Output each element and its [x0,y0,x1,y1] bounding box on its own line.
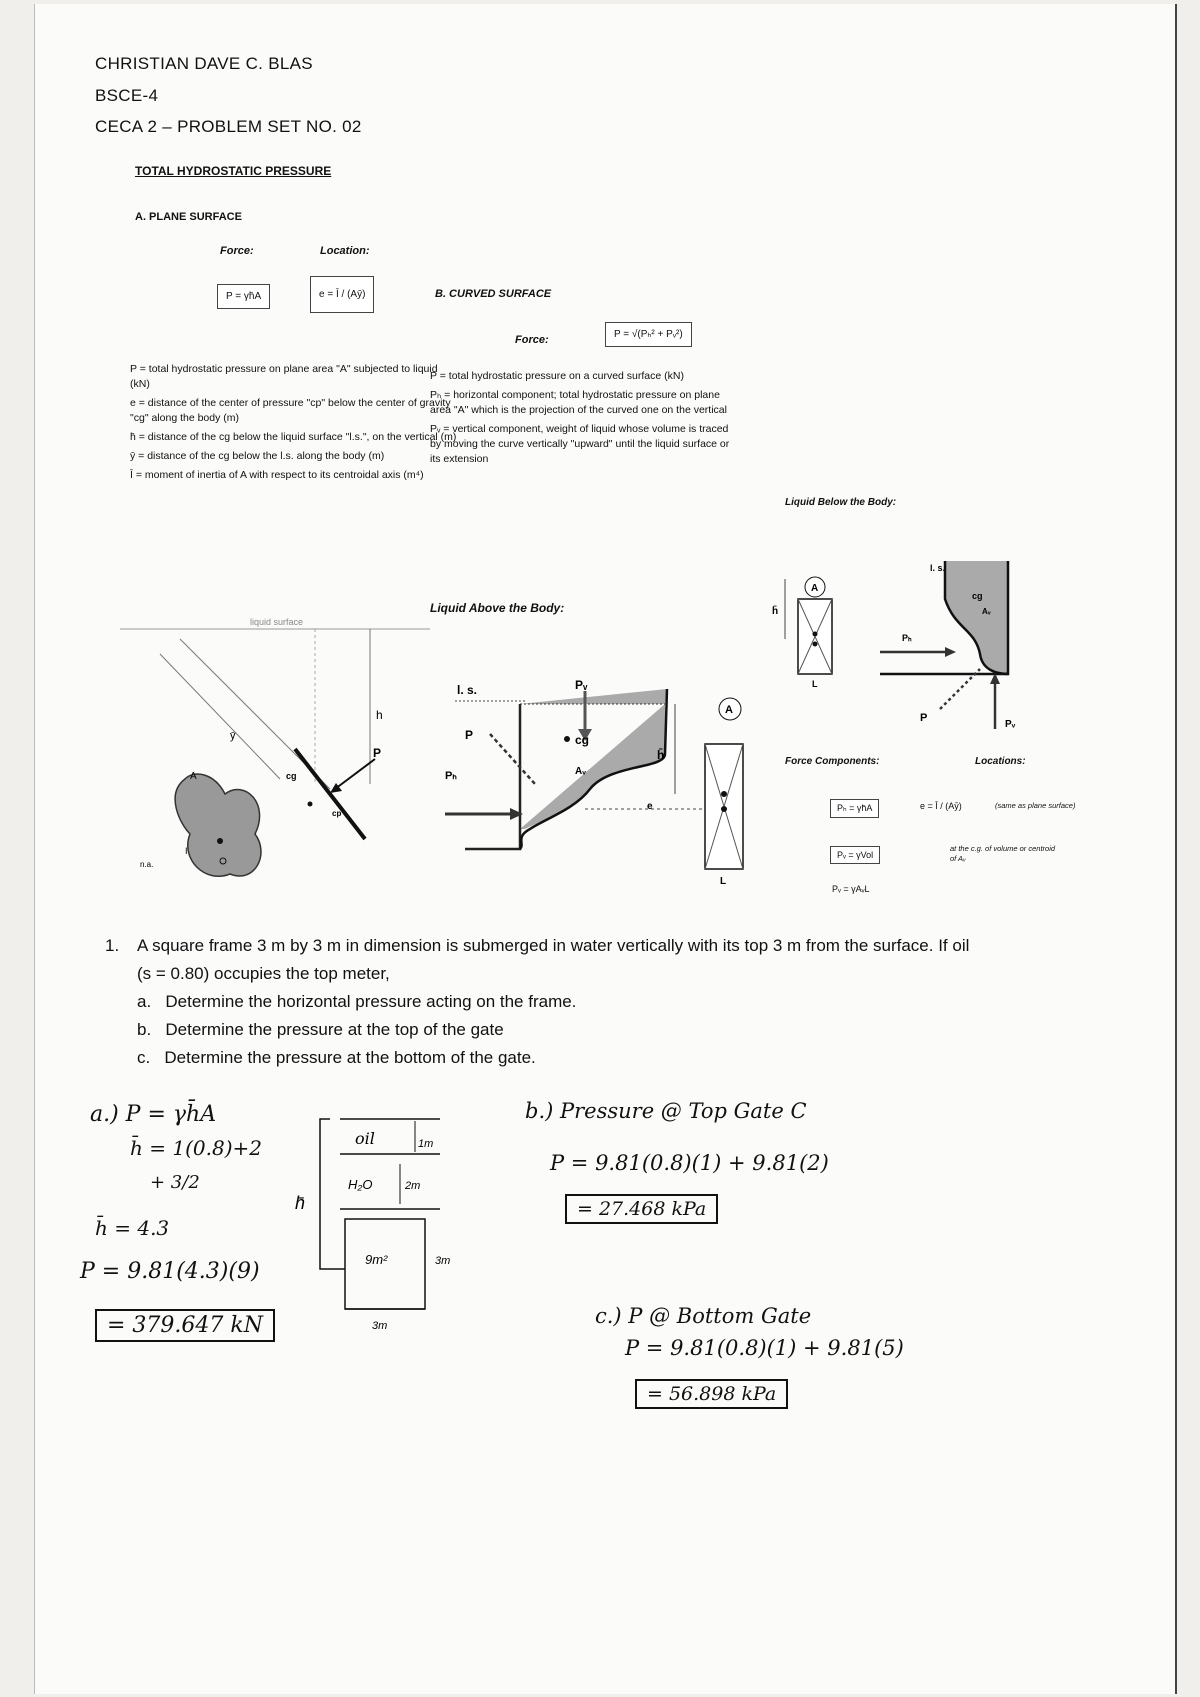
problem-part-c [137,1044,536,1072]
problem-part-b [137,1016,504,1044]
P-label: P [920,712,928,724]
problem-number: 1. [105,936,120,955]
sol-a-line5: P = 9.81(4.3)(9) [80,1259,260,1284]
location-note: (same as plane surface) [995,801,1076,810]
sol-b-line2: P = 9.81(0.8)(1) + 9.81(2) [550,1151,829,1175]
locations-title: Locations: [975,756,1026,767]
sol-a-answer: = 379.647 kN [95,1309,275,1342]
sol-b-answer: = 27.468 kPa [565,1194,718,1224]
I-label: I [185,846,188,856]
location-pv: at the c.g. of volume or centroid of Aᵥ [950,844,1056,863]
Ph-label: Pₕ [902,633,912,643]
cg-label: cg [575,733,590,747]
Pv-label: Pᵥ [575,678,588,692]
liquid-above-title: Liquid Above the Body: [430,601,565,615]
component-ph: Pₕ = γh̄A [830,799,879,818]
location-ph: e = Ī / (Aȳ) [920,801,962,811]
legend-item: h̄ = distance of the cg below the liquid surface "l.s.", on the vertical (m) [130,431,457,443]
legend-item: ȳ = distance of the cg below the l.s. along the body (m) [130,450,385,462]
legend-item: P = total hydrostatic pressure on a curved surface (kN) [430,370,684,382]
curved-heading: B. CURVED SURFACE [435,288,552,300]
liquid-above-diagram [435,669,765,899]
problem-statement-line2: (s = 0.80) occupies the top meter, [137,964,390,983]
part-letter: c. [137,1048,151,1067]
e-label: e [647,801,653,812]
sketch-water: H₂O [348,1177,373,1192]
part-text: Determine the pressure at the bottom of the gate. [164,1048,536,1067]
ls-label: l. s. [457,683,478,697]
plane-force-formula: P = γh̄A [217,284,270,309]
cp-label: cp [332,809,342,818]
sol-a-line4: h̄ = 4.3 [95,1216,170,1240]
liquid-below-diagram [770,559,1110,739]
A-label: A [190,771,197,782]
Av-label: Aᵥ [575,766,586,777]
paper-sheet [34,4,1177,1694]
sketch-hbar: h̄ [295,1193,306,1213]
sol-b-line1: b.) Pressure @ Top Gate C [525,1099,807,1123]
sketch-3m-bottom: 3m [372,1320,388,1332]
cg-label: cg [286,771,297,781]
P-label: P [373,746,382,760]
Pv-label: Pᵥ [1005,719,1016,730]
legend-item: Ī = moment of inertia of A with respect to its centroidal axis (m⁴) [130,469,424,481]
problem-part-a [137,988,576,1016]
y-label: ȳ [230,730,236,742]
sketch-1m: 1m [418,1138,434,1150]
liquid-below-title: Liquid Below the Body: [785,497,897,508]
A-label: A [725,704,733,716]
legend-item: e = distance of the center of pressure "cp" below the center of gravity "cg" along the body (m) [130,397,451,424]
sol-c-line1: c.) P @ Bottom Gate [595,1304,812,1328]
course: BSCE-4 [95,86,159,105]
plane-location-label: Location: [320,245,370,257]
solution-sketch [290,1109,490,1349]
plane-surface-diagram [120,609,440,899]
plane-location-formula: e = Ī / (Aȳ) [310,276,374,313]
sketch-area: 9m² [365,1252,388,1267]
sol-a-line3: + 3/2 [150,1172,200,1193]
problem-statement-line1: A square frame 3 m by 3 m in dimension is submerged in water vertically with its top 3 m from the surface. If oil [137,936,970,955]
subject-title: CECA 2 – PROBLEM SET NO. 02 [95,117,362,136]
part-text: Determine the pressure at the top of the gate [165,1020,504,1039]
part-letter: b. [137,1020,152,1039]
legend-item: P = total hydrostatic pressure on plane area "A" subjected to liquid (kN) [130,363,438,390]
student-name: CHRISTIAN DAVE C. BLAS [95,54,313,73]
legend-item: Pᵥ = vertical component, weight of liquid whose volume is traced by moving the curve vertically "upward" until the liquid surface or its extension [430,423,730,465]
plane-legend [130,362,460,487]
sketch-3m-side: 3m [435,1255,451,1267]
h-label: h̄ [657,748,665,762]
L-label: L [812,679,818,689]
Ph-label: Pₕ [445,770,457,782]
sol-c-answer: = 56.898 kPa [635,1379,788,1409]
h-label: h [376,708,383,722]
component-pv-area: Pᵥ = γAᵥL [832,884,870,894]
sketch-2m: 2m [405,1180,421,1192]
P-label: P [465,728,474,742]
curved-force-label: Force: [515,334,549,346]
h-label: h̄ [772,606,779,617]
surface-label: liquid surface [250,617,304,627]
plane-heading: A. PLANE SURFACE [135,211,242,223]
curved-legend [430,369,740,471]
component-pv-vol: Pᵥ = γVol [830,846,880,864]
part-text: Determine the horizontal pressure acting on the frame. [165,992,577,1011]
na-label: n.a. [140,860,154,869]
components-title: Force Components: [785,756,880,767]
section-title: TOTAL HYDROSTATIC PRESSURE [135,164,332,178]
part-letter: a. [137,992,152,1011]
ls-label: l. s. [930,563,946,573]
sol-a-line2: h̄ = 1(0.8)+2 [130,1136,262,1160]
plane-force-label: Force: [220,245,254,257]
legend-item: Pₕ = horizontal component; total hydrostatic pressure on plane area "A" which is the projection of the curved one on the vertical [430,389,727,416]
A-label: A [811,583,819,594]
sol-c-line2: P = 9.81(0.8)(1) + 9.81(5) [625,1336,904,1360]
Av-label: Aᵥ [982,607,991,616]
curved-force-formula: P = √(Pₕ² + Pᵥ²) [605,322,692,347]
L-label: L [720,876,727,887]
sol-a-line1: a.) P = γh̄A [90,1102,217,1127]
sketch-oil: oil [355,1129,375,1148]
cg-label: cg [972,591,983,601]
